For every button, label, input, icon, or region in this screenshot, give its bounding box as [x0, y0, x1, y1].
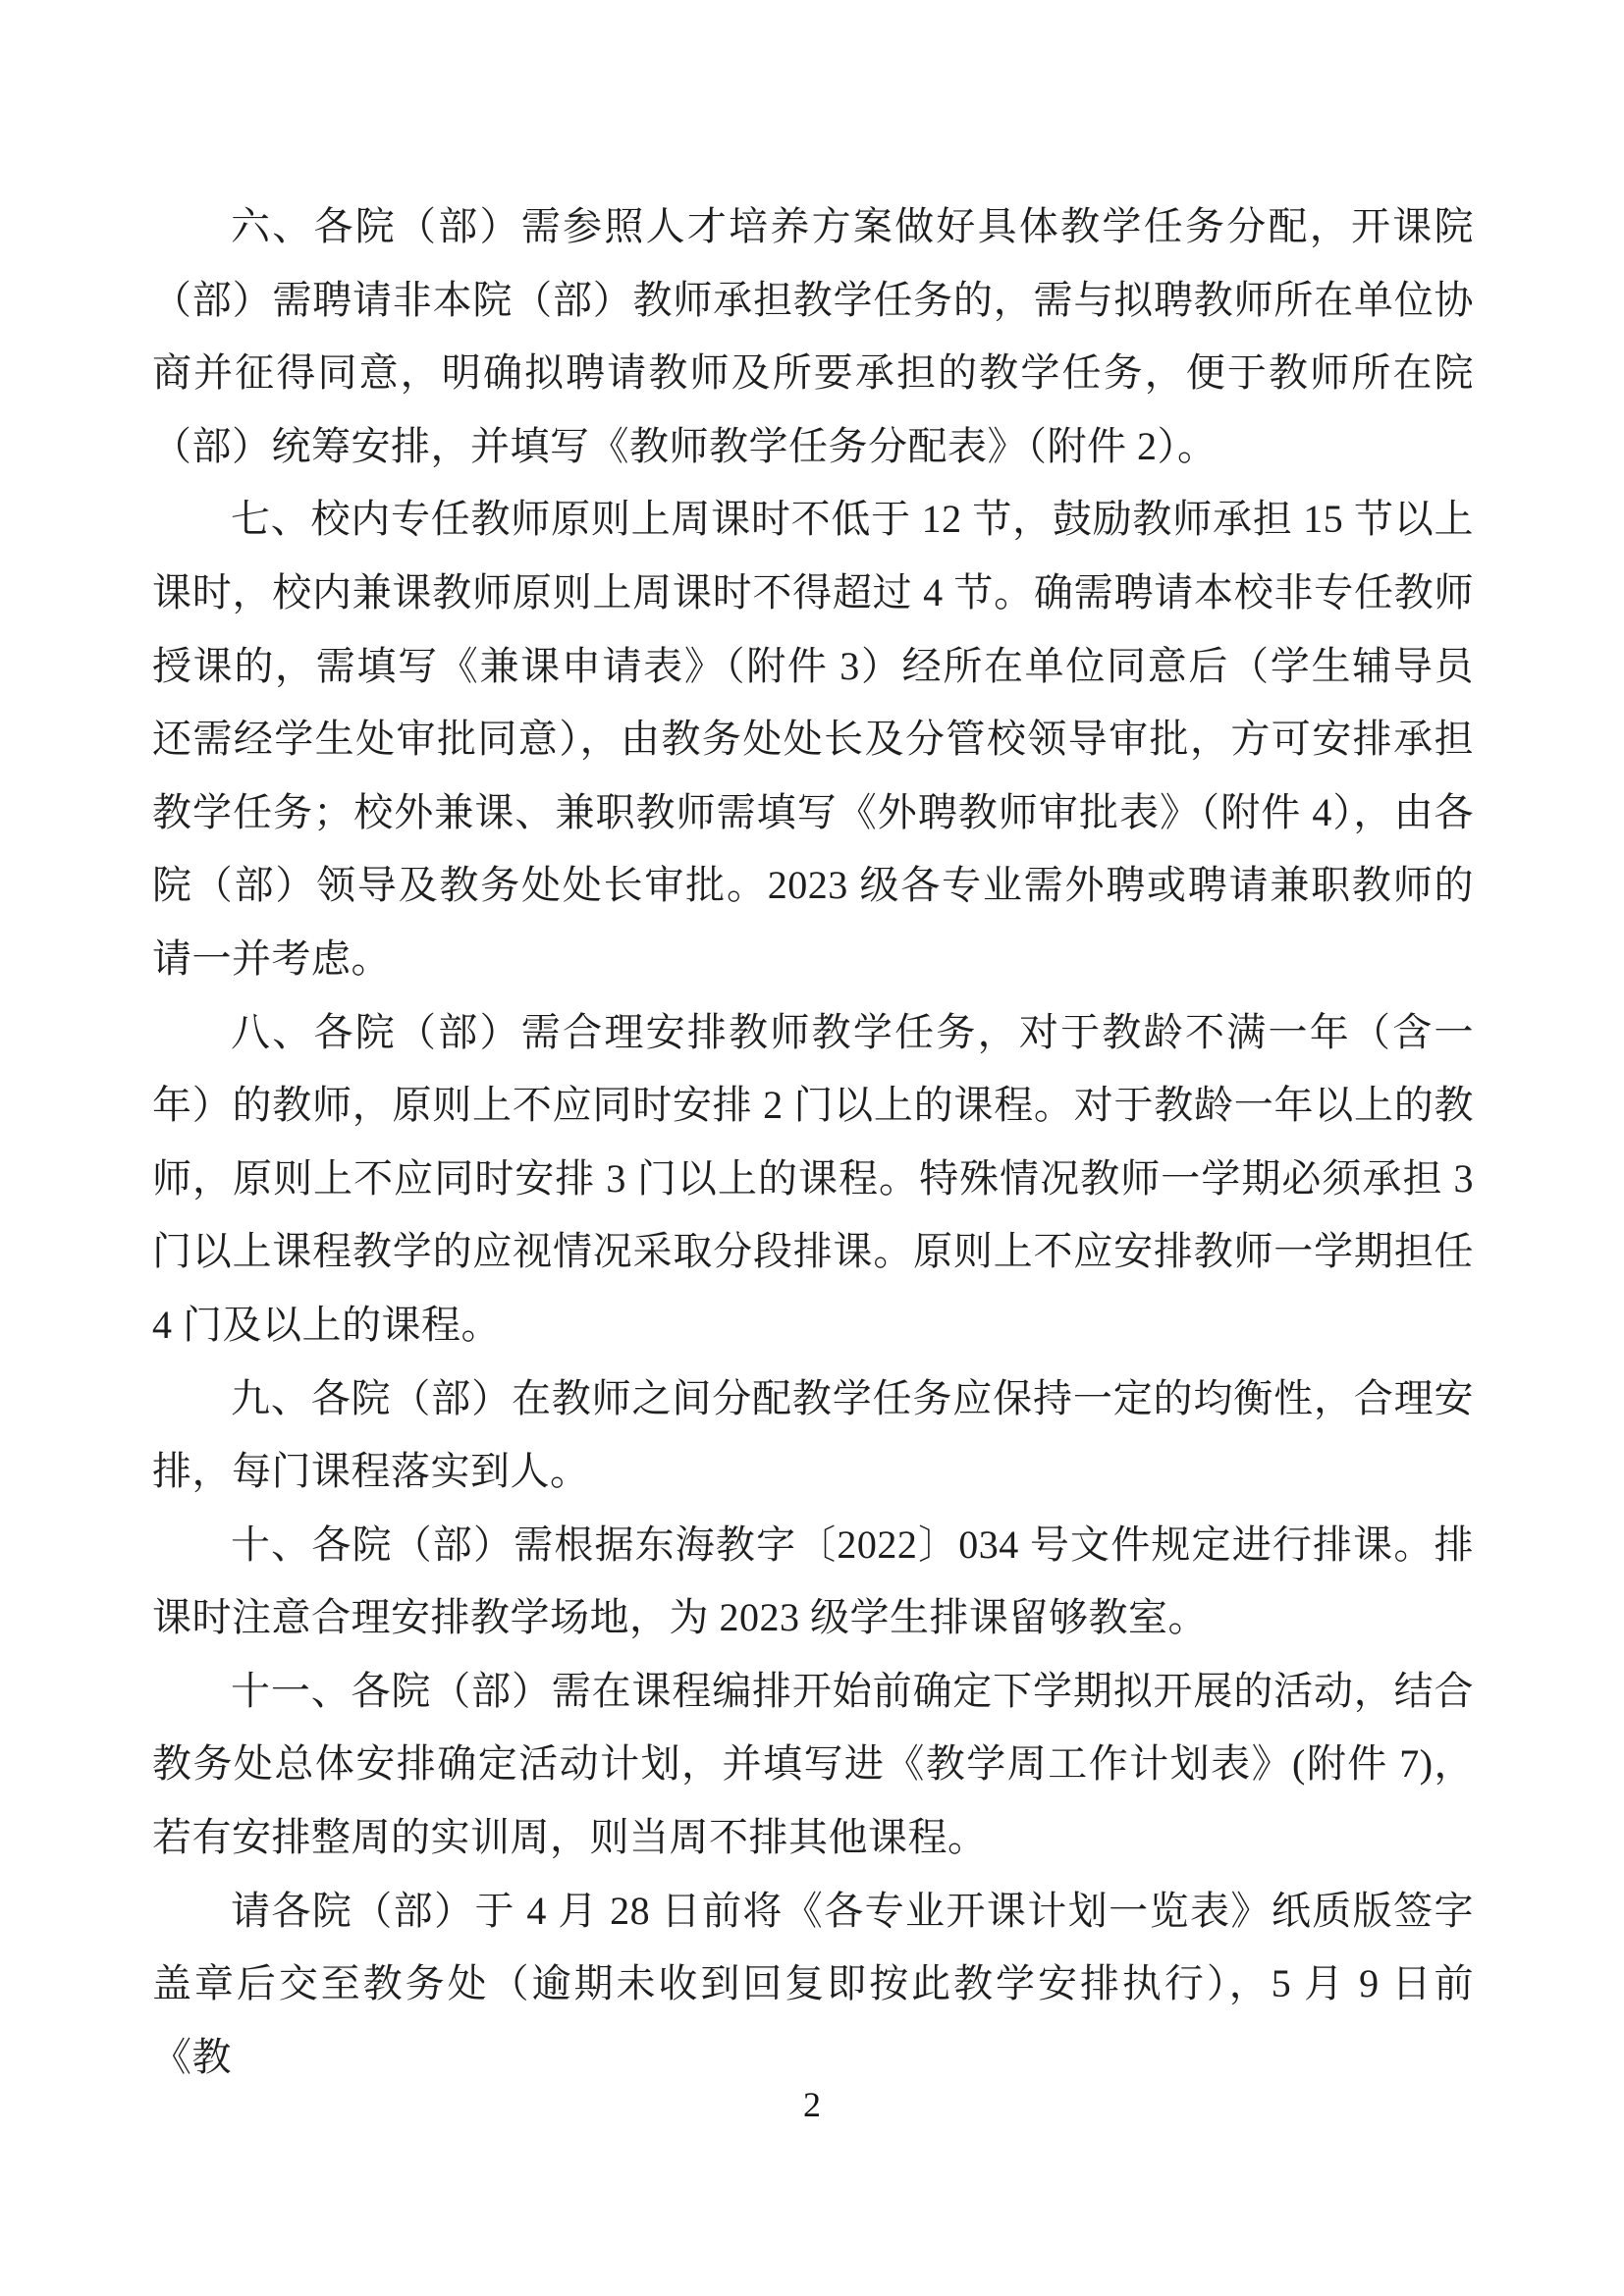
paragraph-clause-11: 十一、各院（部）需在课程编排开始前确定下学期拟开展的活动，结合教务处总体安排确定活动计划，并填写进《教学周工作计划表》(附件 7)，若有安排整周的实训周，则当周不排其他课程。 [152, 1668, 1474, 1860]
paragraph-clause-8: 八、各院（部）需合理安排教师教学任务，对于教龄不满一年（含一年）的教师，原则上不应同时安排 2 门以上的课程。对于教龄一年以上的教师，原则上不应同时安排 3 门以上的课程。特殊情况教师一学期必须承担 3 门以上课程教学的应视情况采取分段排课。原则上不应安排教师一学期担任 4 门及以上的课程。 [152, 1009, 1474, 1347]
page-number: 2 [803, 2085, 821, 2124]
paragraph-clause-6: 六、各院（部）需参照人才培养方案做好具体教学任务分配，开课院（部）需聘请非本院（部）教师承担教学任务的，需与拟聘教师所在单位协商并征得同意，明确拟聘请教师及所要承担的教学任务，便于教师所在院（部）统筹安排，并填写《教师教学任务分配表》（附件 2）。 [152, 204, 1474, 468]
paragraph-clause-10: 十、各院（部）需根据东海教字〔2022〕034 号文件规定进行排课。排课时注意合理安排教学场地，为 2023 级学生排课留够教室。 [152, 1522, 1474, 1640]
paragraph-clause-7: 七、校内专任教师原则上周课时不低于 12 节，鼓励教师承担 15 节以上课时，校内兼课教师原则上周课时不得超过 4 节。确需聘请本校非专任教师授课的，需填写《兼课申请表》（附件 3）经所在单位同意后（学生辅导员还需经学生处审批同意），由教务处处长及分管校领导审批，方可安排承担教学任务；校外兼课、兼职教师需填写《外聘教师审批表》（附件 4），由各院（部）领导及教务处处长审批。2023 级各专业需外聘或聘请兼职教师的请一并考虑。 [152, 497, 1474, 981]
paragraph-clause-9: 九、各院（部）在教师之间分配教学任务应保持一定的均衡性，合理安排，每门课程落实到人。 [152, 1375, 1474, 1494]
paragraph-closing: 请各院（部）于 4 月 28 日前将《各专业开课计划一览表》纸质版签字盖章后交至教务处（逾期未收到回复即按此教学安排执行），5 月 9 日前《教 [152, 1888, 1474, 2079]
document-body [152, 190, 1474, 2094]
